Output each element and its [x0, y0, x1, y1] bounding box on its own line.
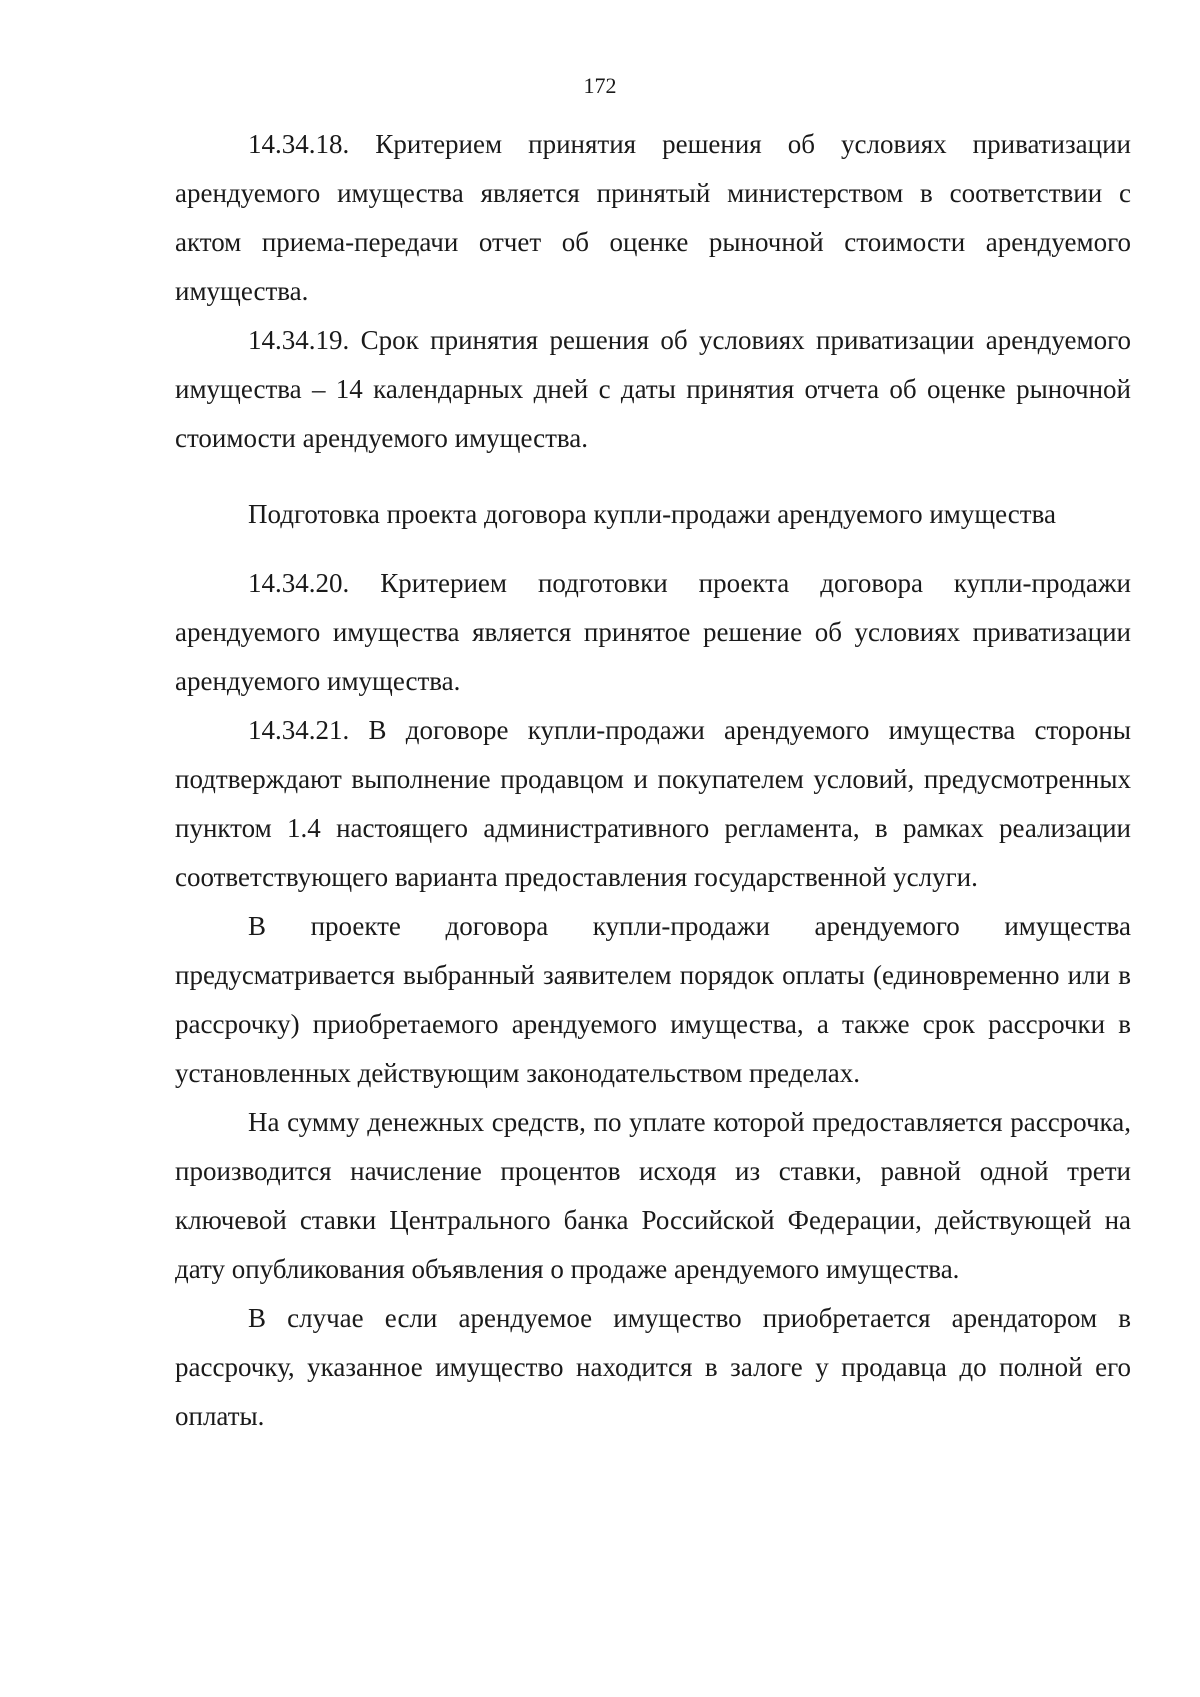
page-number: 172	[583, 73, 617, 98]
paragraph-14-34-21: 14.34.21. В договоре купли-продажи арендуемого имущества стороны подтверждают выполнение продавцом и покупателем условий, предусмотренных пунктом 1.4 настоящего административного регламента, в рамках реализации соответствующего варианта предоставления государственной услуги.	[175, 715, 1131, 892]
paragraph-14-34-18: 14.34.18. Критерием принятия решения об условиях приватизации арендуемого имущества является принятый министерством в соответствии с актом приема-передачи отчет об оценке рыночной стоимости арендуемого имущества.	[175, 129, 1131, 306]
paragraph-payment-order: В проекте договора купли-продажи арендуемого имущества предусматривается выбранный заявителем порядок оплаты (единовременно или в рассрочку) приобретаемого арендуемого имущества, а также срок рассрочки в установленных действующим законодательством пределах.	[175, 911, 1131, 1088]
paragraph-pledge: В случае если арендуемое имущество приобретается арендатором в рассрочку, указанное имущество находится в залоге у продавца до полной его оплаты.	[175, 1303, 1131, 1431]
document-body	[175, 120, 1131, 1441]
paragraph-14-34-19: 14.34.19. Срок принятия решения об условиях приватизации арендуемого имущества – 14 календарных дней с даты принятия отчета об оценке рыночной стоимости арендуемого имущества.	[175, 325, 1131, 453]
section-heading: Подготовка проекта договора купли-продажи арендуемого имущества	[248, 499, 1056, 529]
paragraph-interest: На сумму денежных средств, по уплате которой предоставляется рассрочка, производится начисление процентов исходя из ставки, равной одной трети ключевой ставки Центрального банка Российской Федерации, действующей на дату опубликования объявления о продаже арендуемого имущества.	[175, 1107, 1131, 1284]
paragraph-14-34-20: 14.34.20. Критерием подготовки проекта договора купли-продажи арендуемого имущества является принятое решение об условиях приватизации арендуемого имущества.	[175, 568, 1131, 696]
